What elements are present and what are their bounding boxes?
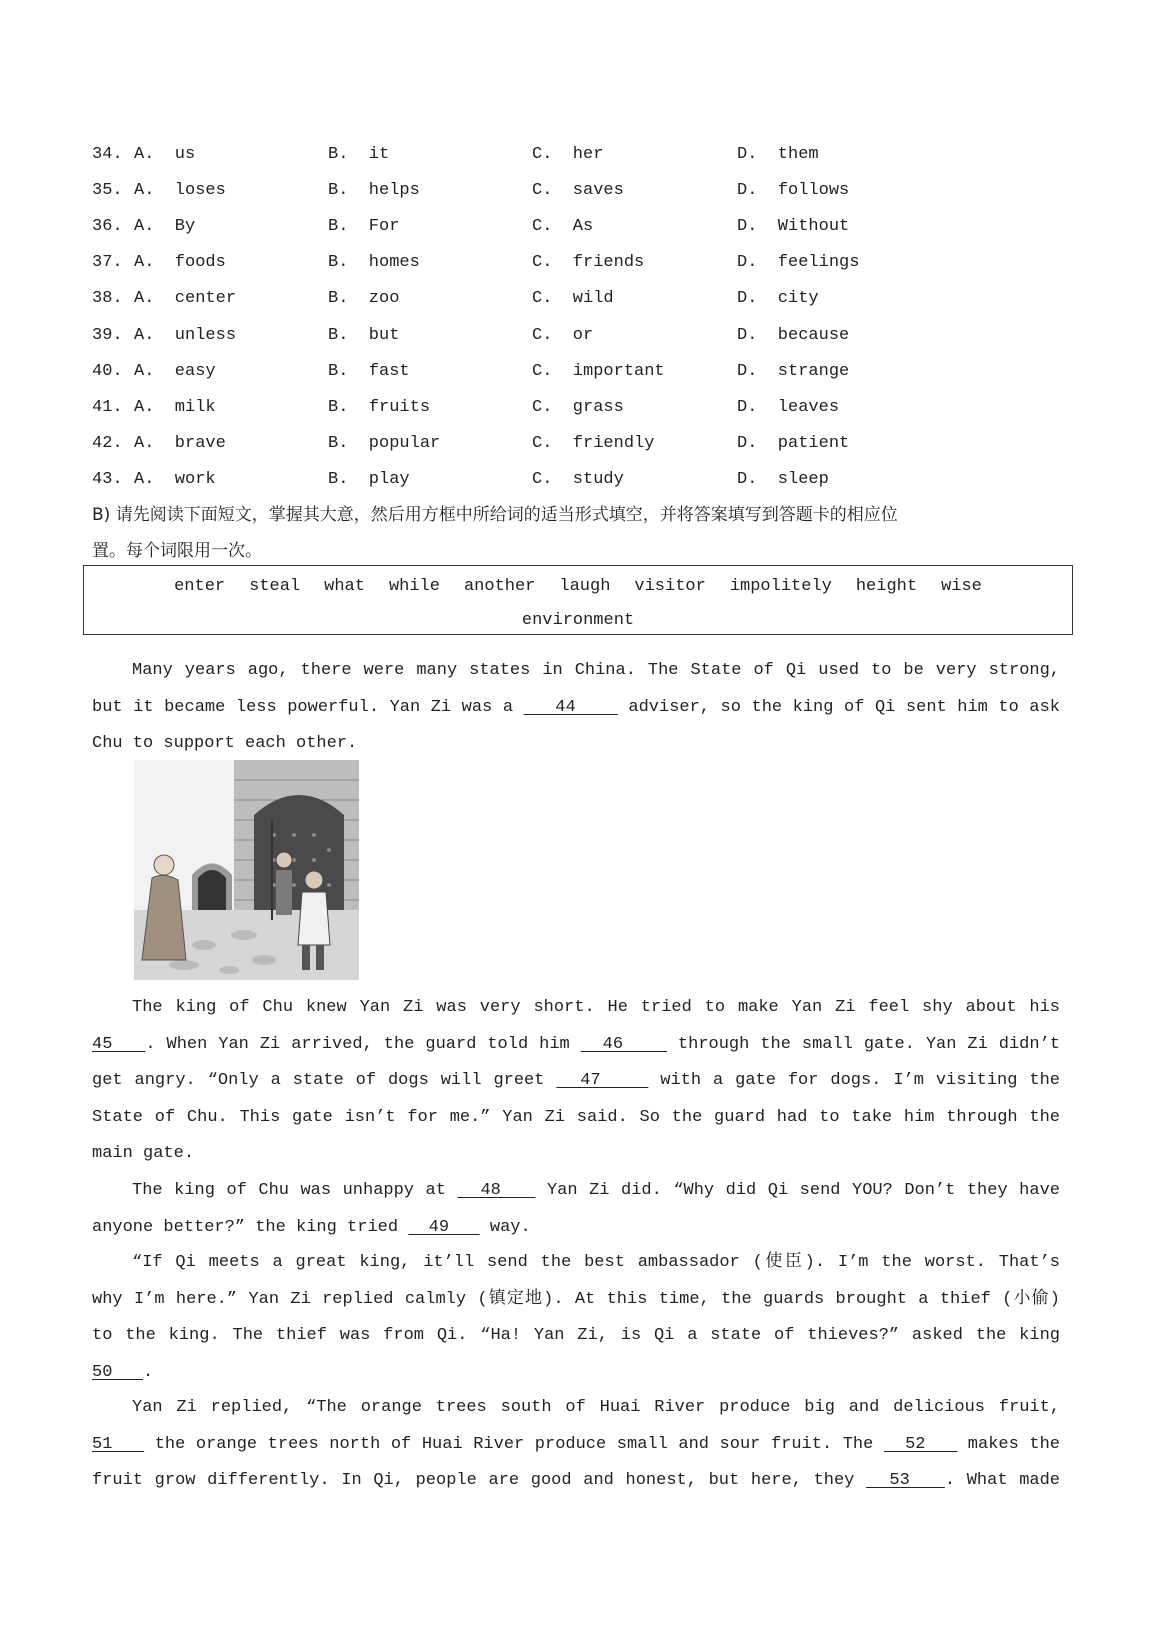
text-fragment: makes the [957,1434,1060,1454]
option-row [92,393,1092,423]
passage-line: Many years ago, there were many states in China. The State of Qi used to be very strong, [132,661,1060,680]
option-d[interactable]: D. sleep [737,470,829,489]
passage-paragraph-4 [92,1245,1060,1391]
blank-48[interactable]: 48 [457,1181,536,1200]
option-d[interactable]: D. Without [737,217,850,236]
passage-line [92,1427,1060,1464]
text-fragment: . When Yan Zi arrived, the guard told him [145,1034,581,1054]
option-b[interactable]: B. fast [328,362,410,381]
option-row [92,176,1092,206]
passage-line [92,1355,1060,1392]
option-b[interactable]: B. For [328,217,400,236]
option-a[interactable]: A. milk [134,398,216,417]
question-number: 37. [92,253,123,272]
word-bank-item: visitor [634,577,706,596]
text-fragment: anyone better?” the king tried [92,1217,409,1237]
blank-44[interactable]: 44 [523,697,618,717]
question-number: 41. [92,398,123,417]
option-row [92,248,1092,278]
passage-paragraph-2 [92,990,1060,1173]
word-bank-item: wise [941,577,982,596]
passage-line: “If Qi meets a great king, it’ll send the best ambassador (使臣). I’m the worst. That’s [132,1253,1060,1272]
passage-paragraph-1 [92,653,1060,763]
option-b[interactable]: B. but [328,326,400,345]
option-d[interactable]: D. them [737,145,819,164]
option-a[interactable]: A. By [134,217,196,236]
instruction-line: B) 请先阅读下面短文，掌握其大意，然后用方框中所给词的适当形式填空，并将答案填写到答题卡的相应位 [92,505,898,525]
word-bank-row [84,572,1072,602]
text-fragment: fruit grow differently. In Qi, people are good and honest, but here, they [92,1471,867,1490]
option-row [92,357,1092,387]
blank-49[interactable]: 49 [408,1217,480,1237]
option-a[interactable]: A. us [134,145,196,164]
text-fragment: the orange trees north of Huai River produce small and sour fruit. The [144,1434,884,1454]
instruction-line: 置。每个词限用一次。 [92,541,262,561]
text-fragment: Yan Zi did. “Why did Qi send YOU? Don’t they have [535,1181,1060,1200]
option-d[interactable]: D. city [737,289,819,308]
option-a[interactable]: A. easy [134,362,216,381]
option-b[interactable]: B. helps [328,181,420,200]
word-bank-item: what [324,577,365,596]
word-bank-item: while [388,577,440,596]
blank-52[interactable]: 52 [883,1434,958,1454]
option-d[interactable]: D. follows [737,181,850,200]
option-d[interactable]: D. patient [737,434,850,453]
option-d[interactable]: D. because [737,326,850,345]
passage-line: State of Chu. This gate isn’t for me.” Yan Zi said. So the guard had to take him through the [92,1107,1060,1127]
blank-47[interactable]: 47 [556,1071,649,1090]
blank-50[interactable]: 50 [92,1362,144,1382]
passage-line: to the king. The thief was from Qi. “Ha! Yan Zi, is Qi a state of thieves?” asked the king [92,1326,1060,1345]
option-row [92,321,1092,351]
question-number: 39. [92,326,123,345]
option-c[interactable]: C. As [532,217,594,236]
option-c[interactable]: C. friends [532,253,645,272]
option-a[interactable]: A. work [134,470,216,489]
word-bank-item: another [463,577,536,596]
word-bank-box [83,565,1073,635]
option-b[interactable]: B. zoo [328,289,400,308]
option-b[interactable]: B. play [328,470,410,489]
option-a[interactable]: A. loses [134,181,226,200]
passage-line [92,690,1060,727]
passage-line [92,1463,1060,1500]
word-bank-item: laugh [559,577,611,596]
option-c[interactable]: C. grass [532,398,624,417]
question-number: 34. [92,145,123,164]
yan-zi-gate-illustration [134,760,359,980]
word-bank-item: height [855,577,918,596]
passage-line [92,1173,1060,1210]
option-d[interactable]: D. strange [737,362,850,381]
text-fragment: get angry. “Only a state of dogs will greet [92,1071,557,1090]
word-bank-item: enter [174,577,226,596]
text-fragment: adviser, so the king of Qi sent him to ask [617,697,1060,717]
option-d[interactable]: D. feelings [737,253,860,272]
option-a[interactable]: A. foods [134,253,226,272]
passage-line: Chu to support each other. [92,734,358,753]
text-fragment: The king of Chu was unhappy at [132,1181,458,1200]
option-c[interactable]: C. friendly [532,434,655,453]
option-row [92,429,1092,459]
option-a[interactable]: A. unless [134,326,237,345]
text-fragment: way. [479,1217,531,1237]
passage-line: why I’m here.” Yan Zi replied calmly (镇定地). At this time, the guards brought a thief (小偷) [92,1289,1060,1309]
option-b[interactable]: B. it [328,145,390,164]
option-d[interactable]: D. leaves [737,398,840,417]
question-number: 38. [92,289,123,308]
option-a[interactable]: A. center [134,289,237,308]
blank-45[interactable]: 45 [92,1034,146,1054]
option-row [92,140,1092,170]
text-fragment: through the small gate. Yan Zi didn’t [666,1034,1060,1054]
passage-line [92,1063,1060,1100]
text-fragment: . What made [944,1471,1061,1490]
option-b[interactable]: B. homes [328,253,420,272]
word-bank-last: environment [521,611,635,630]
passage-paragraph-3 [92,1173,1060,1246]
question-number: 40. [92,362,123,381]
option-c[interactable]: C. wild [532,289,614,308]
text-fragment: . [143,1362,154,1382]
option-c[interactable]: C. saves [532,181,624,200]
blank-51[interactable]: 51 [92,1434,145,1454]
text-fragment: but it became less powerful. Yan Zi was a [92,697,524,717]
section-b-instruction [92,497,1082,569]
passage-line: Yan Zi replied, “The orange trees south of Huai River produce big and delicious fruit, [132,1398,1060,1417]
option-a[interactable]: A. brave [134,434,226,453]
blank-53[interactable]: 53 [866,1471,945,1490]
question-number: 35. [92,181,123,200]
text-fragment: with a gate for dogs. I’m visiting the [648,1071,1060,1090]
option-c[interactable]: C. important [532,362,665,381]
blank-46[interactable]: 46 [580,1034,667,1054]
word-bank-item: impolitely [729,577,832,596]
word-bank-item: steal [249,577,301,596]
option-c[interactable]: C. her [532,145,604,164]
option-row [92,465,1092,495]
question-number: 42. [92,434,123,453]
option-c[interactable]: C. or [532,326,594,345]
option-row [92,284,1092,314]
passage-paragraph-5 [92,1390,1060,1500]
passage-line [92,1027,1060,1064]
passage-line: main gate. [92,1144,195,1163]
option-b[interactable]: B. popular [328,434,441,453]
passage-line: The king of Chu knew Yan Zi was very short. He tried to make Yan Zi feel shy about his [132,998,1060,1017]
question-number: 43. [92,470,123,489]
option-b[interactable]: B. fruits [328,398,431,417]
passage-line [92,1210,1060,1247]
option-row [92,212,1092,242]
question-number: 36. [92,217,123,236]
option-c[interactable]: C. study [532,470,624,489]
